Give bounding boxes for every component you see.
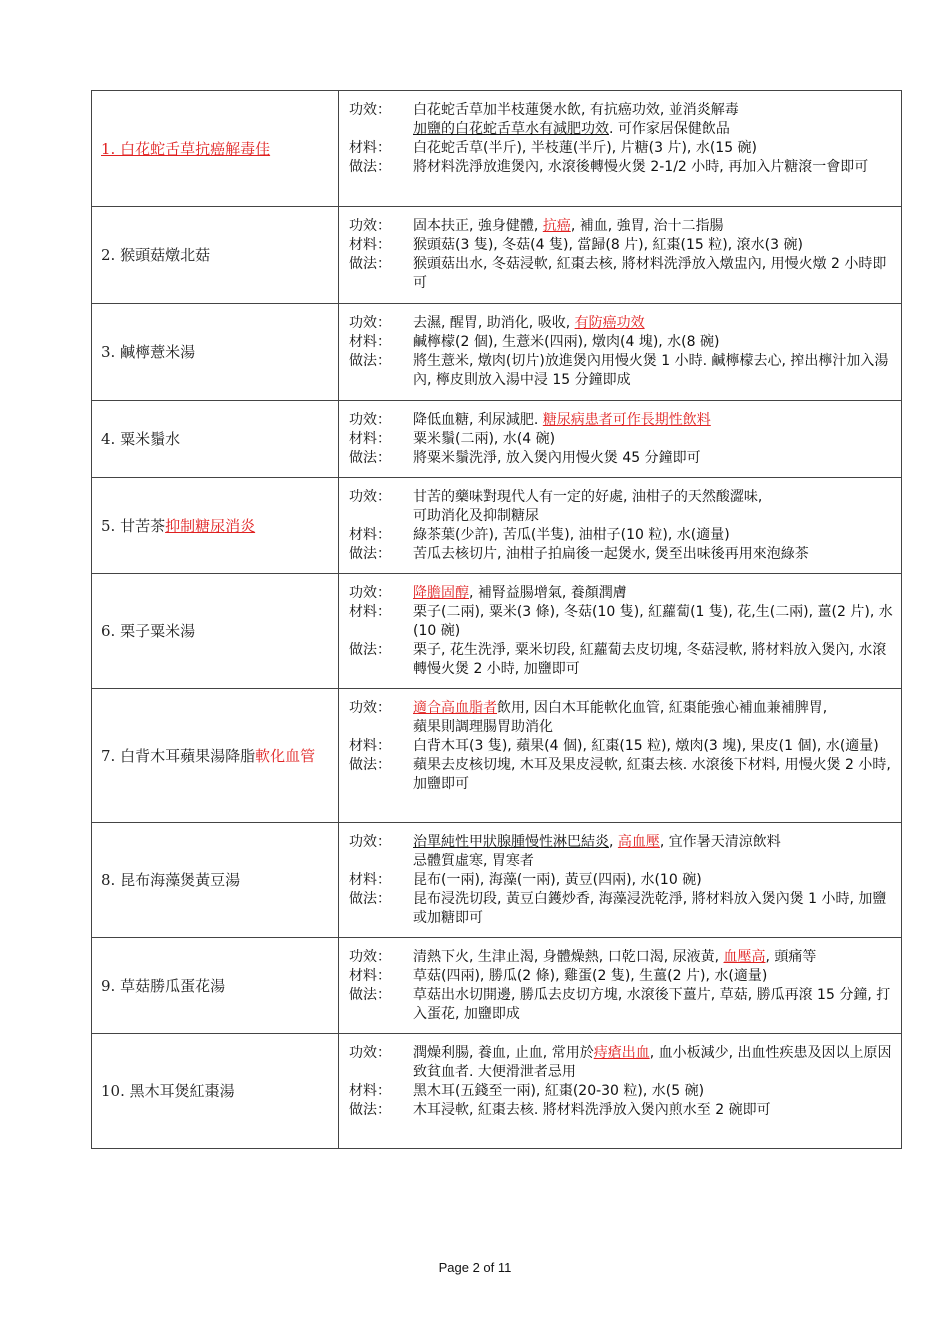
ingredients-field: [349, 430, 893, 449]
method-text: [413, 352, 893, 390]
effect-segment: 甘苦的藥味對現代人有一定的好處, 油柑子的天然酸澀味,: [413, 489, 763, 505]
method-line: [413, 255, 893, 293]
effect-line: [413, 1044, 893, 1082]
effect-field: [349, 488, 893, 526]
effect-segment: 適合高血脂者: [413, 700, 497, 716]
recipe-title: 7. 白背木耳蘋果湯降脂: [101, 746, 256, 765]
method-label: 做法：: [349, 987, 391, 1003]
ingredients-line: [413, 333, 893, 352]
ingredients-label: 材料：: [349, 431, 391, 447]
ingredients-segment: 黑木耳(五錢至一兩), 紅棗(20-30 粒), 水(5 碗): [413, 1083, 705, 1099]
effect-field: [349, 411, 893, 430]
method-segment: 將生薏米, 燉肉(切片)放進煲內用慢火煲 1 小時. 鹹檸檬去心, 搾出檸汁加入湯內, 檸皮則放入湯中浸 15 分鐘即成: [413, 353, 889, 388]
ingredients-line: [413, 603, 893, 641]
ingredients-text: [413, 1082, 893, 1101]
recipe-detail-cell: [339, 574, 902, 689]
effect-segment: 加鹽的白花蛇舌草水有減肥功效: [413, 121, 609, 137]
method-segment: 猴頭菇出水, 冬菇浸軟, 紅棗去核, 將材料洗淨放入燉盅內, 用慢火燉 2 小時即可: [413, 256, 887, 291]
ingredients-text: [413, 737, 893, 756]
recipe-name: [92, 401, 338, 476]
effect-segment: . 可作家居保健飲品: [609, 121, 730, 137]
method-label: 做法：: [349, 256, 391, 272]
ingredients-line: [413, 967, 893, 986]
ingredients-segment: 昆布(一兩), 海藻(一兩), 黃豆(四兩), 水(10 碗): [413, 872, 702, 888]
effect-label: 功效：: [349, 585, 391, 601]
effect-segment: 白花蛇舌草加半枝蓮煲水飲, 有抗癌功效, 並消炎解毒: [413, 102, 739, 118]
effect-field: [349, 217, 893, 236]
effect-segment: 忌體質虛寒, 胃寒者: [413, 853, 534, 869]
page-footer: Page 2 of 11: [438, 1260, 512, 1275]
recipe-title: 1. 白花蛇舌草抗癌解毒佳: [101, 139, 271, 158]
method-field: [349, 890, 893, 928]
effect-segment: 降膽固醇: [413, 585, 469, 601]
recipe-title: 5. 甘苦茶: [101, 516, 166, 535]
ingredients-line: [413, 526, 893, 545]
recipe-name-cell: [92, 91, 339, 207]
method-segment: 栗子, 花生洗淨, 粟米切段, 紅蘿蔔去皮切塊, 冬菇浸軟, 將材料放入煲內, 水滾轉慢火煲 2 小時, 加鹽即可: [413, 642, 887, 677]
recipe-name: [92, 304, 338, 399]
recipe-name-cell: [92, 478, 339, 574]
effect-label: 功效：: [349, 700, 391, 716]
ingredients-segment: 白背木耳(3 隻), 蘋果(4 個), 紅棗(15 粒), 燉肉(3 塊), 果皮(1 個), 水(適量): [413, 738, 879, 754]
method-field: [349, 449, 893, 468]
ingredients-label: 材料：: [349, 872, 391, 888]
effect-segment: 潤燥利腸, 養血, 止血, 常用於: [413, 1045, 594, 1061]
ingredients-segment: 白花蛇舌草(半斤), 半枝蓮(半斤), 片糖(3 片), 水(15 碗): [413, 140, 758, 156]
method-segment: 木耳浸軟, 紅棗去核. 將材料洗淨放入煲內煎水至 2 碗即可: [413, 1102, 771, 1118]
effect-label: 功效：: [349, 949, 391, 965]
recipe-title: 10. 黑木耳煲紅棗湯: [101, 1082, 235, 1100]
recipe-row: [92, 401, 902, 478]
recipe-detail-cell: [339, 207, 902, 304]
method-field: [349, 255, 893, 293]
method-text: [413, 1101, 893, 1120]
recipe-title: 3. 鹹檸薏米湯: [101, 343, 196, 361]
recipe-title-highlight: 軟化血管: [255, 746, 316, 765]
effect-field: [349, 584, 893, 603]
effect-line: [413, 699, 893, 718]
recipe-detail-cell: [339, 478, 902, 574]
method-line: [413, 1101, 893, 1120]
ingredients-field: [349, 333, 893, 352]
effect-text: [413, 488, 893, 526]
ingredients-text: [413, 603, 893, 641]
effect-segment: 痔瘡出血: [593, 1045, 650, 1061]
ingredients-text: [413, 139, 893, 158]
ingredients-segment: 猴頭菇(3 隻), 冬菇(4 隻), 當歸(8 片), 紅棗(15 粒), 滾水(3 碗): [413, 237, 803, 253]
method-field: [349, 545, 893, 564]
ingredients-text: [413, 967, 893, 986]
ingredients-label: 材料：: [349, 334, 391, 350]
recipe-detail-cell: [339, 304, 902, 401]
recipe-name-cell: [92, 207, 339, 304]
ingredients-text: [413, 236, 893, 255]
recipe-name-cell: [92, 304, 339, 401]
effect-text: [413, 948, 893, 967]
effect-line: [413, 101, 893, 120]
ingredients-text: [413, 333, 893, 352]
ingredients-label: 材料：: [349, 968, 391, 984]
recipe-title: 2. 猴頭菇燉北菇: [101, 246, 211, 264]
effect-text: [413, 833, 893, 871]
method-field: [349, 158, 893, 177]
method-field: [349, 1101, 893, 1120]
ingredients-text: [413, 871, 893, 890]
effect-line: [413, 217, 893, 236]
ingredients-label: 材料：: [349, 527, 391, 543]
recipe-detail: [339, 574, 901, 687]
method-segment: 昆布浸洗切段, 黃豆白鑊炒香, 海藻浸洗乾淨, 將材料放入煲內煲 1 小時, 加鹽或加糖即可: [413, 891, 887, 926]
ingredients-label: 材料：: [349, 604, 391, 620]
recipe-name: [92, 1034, 338, 1147]
method-line: [413, 158, 893, 177]
method-text: [413, 449, 893, 468]
method-field: [349, 352, 893, 390]
recipe-row: [92, 478, 902, 574]
ingredients-field: [349, 139, 893, 158]
ingredients-segment: 綠茶葉(少許), 苦瓜(半隻), 油柑子(10 粒), 水(適量): [413, 527, 730, 543]
recipe-row: [92, 574, 902, 689]
effect-field: [349, 1044, 893, 1082]
method-text: [413, 890, 893, 928]
effect-field: [349, 833, 893, 871]
method-text: [413, 641, 893, 679]
effect-text: [413, 1044, 893, 1082]
recipe-detail: [339, 401, 901, 476]
method-text: [413, 255, 893, 293]
method-segment: 將粟米鬚洗淨, 放入煲內用慢火煲 45 分鐘即可: [413, 450, 701, 466]
effect-field: [349, 948, 893, 967]
recipe-detail: [339, 207, 901, 301]
recipe-detail: [339, 1034, 901, 1128]
recipe-row: [92, 304, 902, 401]
method-text: [413, 756, 893, 794]
ingredients-field: [349, 737, 893, 756]
ingredients-line: [413, 139, 893, 158]
effect-segment: 可助消化及抑制糖尿: [413, 508, 539, 524]
method-label: 做法：: [349, 891, 391, 907]
effect-label: 功效：: [349, 315, 391, 331]
ingredients-line: [413, 430, 893, 449]
recipe-row: [92, 689, 902, 823]
effect-text: [413, 314, 893, 333]
ingredients-field: [349, 871, 893, 890]
effect-segment: 有防癌功效: [574, 315, 645, 331]
effect-label: 功效：: [349, 1045, 391, 1061]
effect-segment: 蘋果則調理腸胃助消化: [413, 719, 553, 735]
recipe-name: [92, 207, 338, 302]
effect-text: [413, 699, 893, 737]
recipe-detail-cell: [339, 401, 902, 478]
ingredients-label: 材料：: [349, 237, 391, 253]
method-label: 做法：: [349, 1102, 391, 1118]
effect-segment: , 頭痛等: [765, 949, 817, 965]
recipe-name: [92, 91, 338, 205]
effect-segment: 去濕, 醒胃, 助消化, 吸收,: [413, 315, 575, 331]
effect-segment: 固本扶正, 強身健體,: [413, 218, 543, 234]
effect-text: [413, 217, 893, 236]
recipe-detail: [339, 938, 901, 1032]
effect-label: 功效：: [349, 489, 391, 505]
ingredients-segment: 草菇(四兩), 勝瓜(2 條), 雞蛋(2 隻), 生薑(2 片), 水(適量): [413, 968, 768, 984]
effect-line: [413, 852, 893, 871]
effect-line: [413, 411, 893, 430]
effect-line: [413, 718, 893, 737]
recipe-title-highlight: 抑制糖尿消炎: [165, 516, 256, 535]
effect-text: [413, 411, 893, 430]
method-label: 做法：: [349, 450, 391, 466]
method-segment: 蘋果去皮核切塊, 木耳及果皮浸軟, 紅棗去核. 水滾後下材料, 用慢火煲 2 小時, 加鹽即可: [413, 757, 891, 792]
effect-line: [413, 488, 893, 507]
method-line: [413, 352, 893, 390]
effect-line: [413, 120, 893, 139]
recipe-detail-cell: [339, 689, 902, 823]
method-text: [413, 158, 893, 177]
recipe-name-cell: [92, 401, 339, 478]
method-line: [413, 545, 893, 564]
method-segment: 將材料洗淨放進煲內, 水滾後轉慢火煲 2-1/2 小時, 再加入片糖滾一會即可: [413, 159, 869, 175]
ingredients-field: [349, 603, 893, 641]
method-field: [349, 986, 893, 1024]
recipe-detail: [339, 823, 901, 936]
method-label: 做法：: [349, 353, 391, 369]
method-field: [349, 756, 893, 794]
effect-label: 功效：: [349, 834, 391, 850]
effect-line: [413, 833, 893, 852]
recipe-row: [92, 91, 902, 207]
recipe-detail-cell: [339, 91, 902, 207]
recipe-table: [91, 90, 902, 1149]
ingredients-segment: 鹹檸檬(2 個), 生薏米(四兩), 燉肉(4 塊), 水(8 碗): [413, 334, 720, 350]
ingredients-line: [413, 737, 893, 756]
recipe-name-cell: [92, 938, 339, 1034]
ingredients-text: [413, 526, 893, 545]
recipe-row: [92, 938, 902, 1034]
method-text: [413, 545, 893, 564]
recipe-name: [92, 478, 338, 572]
ingredients-label: 材料：: [349, 140, 391, 156]
effect-segment: ,: [609, 834, 618, 850]
effect-segment: 降低血糖, 利尿減肥.: [413, 412, 543, 428]
ingredients-field: [349, 236, 893, 255]
effect-text: [413, 584, 893, 603]
ingredients-label: 材料：: [349, 738, 391, 754]
recipe-name: [92, 574, 338, 687]
effect-segment: , 血小板減少, 出血性疾患及因以上原因致貧血者. 大便滑泄者忌用: [413, 1045, 892, 1080]
ingredients-text: [413, 430, 893, 449]
effect-segment: , 補腎益腸增氣, 養顏潤膚: [469, 585, 627, 601]
ingredients-line: [413, 1082, 893, 1101]
effect-segment: 治單純性甲狀腺腫慢性淋巴結炎: [413, 834, 609, 850]
recipe-name: [92, 938, 338, 1032]
recipe-detail: [339, 478, 901, 572]
effect-line: [413, 584, 893, 603]
effect-label: 功效：: [349, 102, 391, 118]
recipe-name-cell: [92, 689, 339, 823]
recipe-row: [92, 207, 902, 304]
recipe-name: [92, 823, 338, 936]
recipe-title: 9. 草菇勝瓜蛋花湯: [101, 976, 226, 995]
method-line: [413, 890, 893, 928]
recipe-detail-cell: [339, 1034, 902, 1149]
recipe-detail-cell: [339, 823, 902, 938]
method-segment: 苦瓜去核切片, 油柑子拍扁後一起煲水, 煲至出味後再用來泡綠茶: [413, 546, 809, 562]
recipe-detail: [339, 689, 901, 802]
recipe-name-cell: [92, 574, 339, 689]
recipe-title: 4. 粟米鬚水: [101, 430, 181, 448]
effect-label: 功效：: [349, 412, 391, 428]
ingredients-line: [413, 871, 893, 890]
method-text: [413, 986, 893, 1024]
method-line: [413, 756, 893, 794]
effect-label: 功效：: [349, 218, 391, 234]
method-field: [349, 641, 893, 679]
effect-field: [349, 314, 893, 333]
effect-segment: 清熱下火, 生津止渴, 身體燥熱, 口乾口渴, 尿液黃,: [413, 949, 724, 965]
ingredients-field: [349, 967, 893, 986]
effect-line: [413, 948, 893, 967]
effect-text: [413, 101, 893, 139]
recipe-name-cell: [92, 1034, 339, 1149]
ingredients-segment: 粟米鬚(二兩), 水(4 碗): [413, 431, 556, 447]
recipe-detail-cell: [339, 938, 902, 1034]
effect-line: [413, 314, 893, 333]
effect-segment: , 宜作暑天清涼飲料: [659, 834, 781, 850]
recipe-detail: [339, 91, 901, 185]
effect-segment: 血壓高: [723, 949, 766, 965]
effect-segment: 飲用, 因白木耳能軟化血管, 紅棗能強心補血兼補脾胃,: [497, 700, 828, 716]
method-line: [413, 449, 893, 468]
recipe-detail: [339, 304, 901, 398]
effect-field: [349, 699, 893, 737]
effect-segment: , 補血, 強胃, 治十二指腸: [570, 218, 724, 234]
recipe-row: [92, 1034, 902, 1149]
effect-field: [349, 101, 893, 139]
ingredients-field: [349, 526, 893, 545]
method-line: [413, 986, 893, 1024]
method-label: 做法：: [349, 642, 391, 658]
effect-line: [413, 507, 893, 526]
effect-segment: 抗癌: [542, 218, 571, 234]
method-label: 做法：: [349, 159, 391, 175]
recipe-row: [92, 823, 902, 938]
ingredients-line: [413, 236, 893, 255]
recipe-title: 6. 栗子粟米湯: [101, 622, 196, 640]
method-segment: 草菇出水切開邊, 勝瓜去皮切方塊, 水滾後下薑片, 草菇, 勝瓜再滾 15 分鐘, 打入蛋花, 加鹽即成: [413, 987, 891, 1022]
effect-segment: 糖尿病患者可作長期性飲料: [542, 412, 711, 428]
method-label: 做法：: [349, 546, 391, 562]
method-label: 做法：: [349, 757, 391, 773]
recipe-name: [92, 689, 338, 821]
ingredients-segment: 栗子(二兩), 粟米(3 條), 冬菇(10 隻), 紅蘿蔔(1 隻), 花,生(二兩), 薑(2 片), 水(10 碗): [413, 604, 893, 639]
method-line: [413, 641, 893, 679]
ingredients-label: 材料：: [349, 1083, 391, 1099]
effect-segment: 高血壓: [617, 834, 660, 850]
recipe-name-cell: [92, 823, 339, 938]
ingredients-field: [349, 1082, 893, 1101]
recipe-title: 8. 昆布海藻煲黃豆湯: [101, 871, 241, 889]
